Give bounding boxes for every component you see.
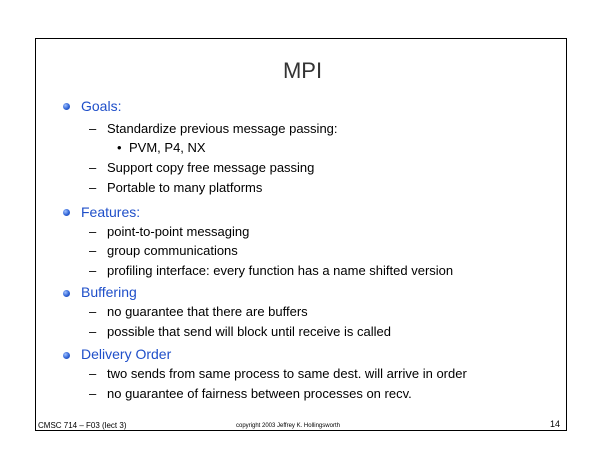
- page-number: 14: [550, 419, 561, 429]
- slide-title: MPI: [282, 58, 323, 83]
- bullet-dot-icon: [63, 103, 70, 110]
- list-item: – two sends from same process to same dest. will arrive in order: [89, 366, 467, 381]
- list-subitem: • PVM, P4, NX: [117, 140, 206, 155]
- list-item: – no guarantee that there are buffers: [89, 304, 308, 319]
- section-heading-delivery-order: Delivery Order: [81, 346, 172, 362]
- list-item: – point-to-point messaging: [89, 224, 250, 239]
- bullet-dot-icon: [63, 352, 70, 359]
- list-item: – Support copy free message passing: [89, 160, 315, 175]
- section-heading-features: Features:: [81, 204, 141, 220]
- bullet-dot-icon: [63, 290, 70, 297]
- list-item: – Portable to many platforms: [89, 180, 263, 195]
- list-item: – profiling interface: every function has a name shifted version: [89, 263, 454, 278]
- footer-copyright: copyright 2003 Jeffrey K. Hollingsworth: [236, 423, 340, 429]
- bullet-dot-icon: [63, 209, 70, 216]
- list-item: – possible that send will block until receive is called: [89, 324, 391, 339]
- list-item: – no guarantee of fairness between processes on recv.: [89, 386, 412, 401]
- section-heading-buffering: Buffering: [81, 284, 137, 300]
- list-item: – group communications: [89, 243, 238, 258]
- section-heading-goals: Goals:: [81, 98, 122, 114]
- list-item: – Standardize previous message passing:: [89, 121, 338, 136]
- footer-course: CMSC 714 – F03 (lect 3): [38, 421, 127, 430]
